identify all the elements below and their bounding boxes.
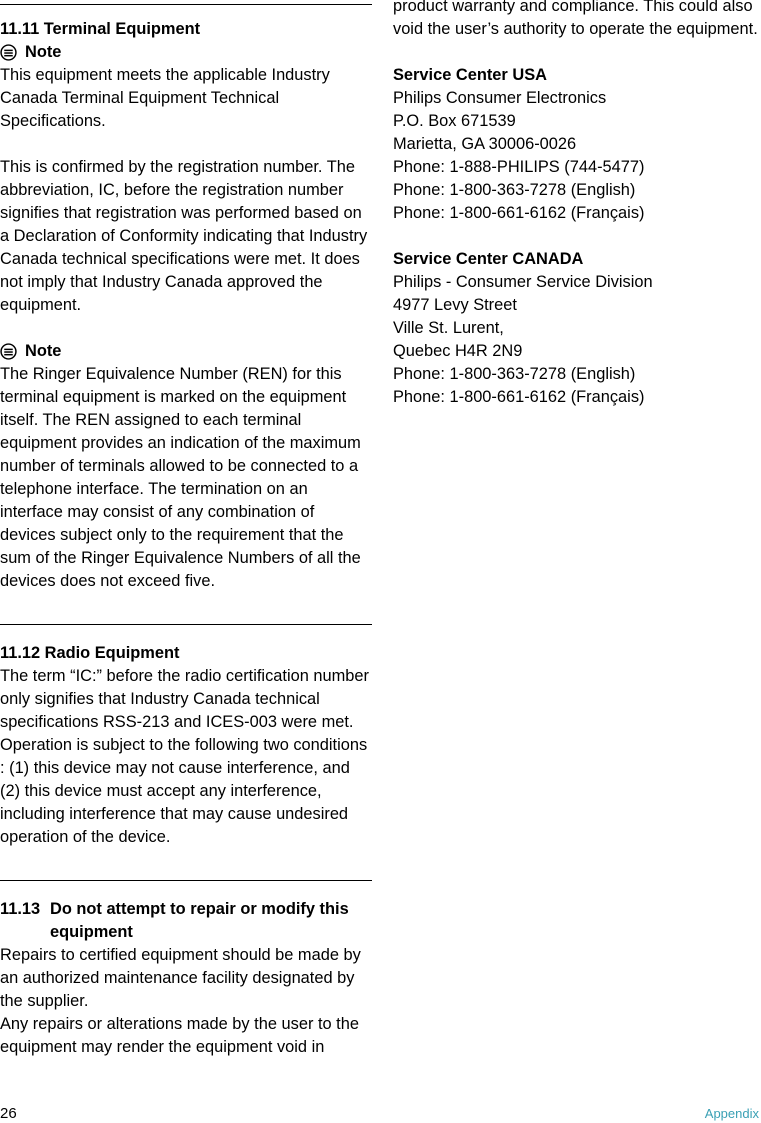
note-icon [0,44,17,61]
service-center-canada-address [393,271,761,409]
phone-line: Phone: 1-800-661-6162 (Français) [393,204,645,222]
heading-11-13 [0,898,372,944]
phone-line: Phone: 1-800-363-7278 (English) [393,181,636,199]
heading-number: 11.13 [0,900,41,918]
repair-paragraph-2: Any repairs or alterations made by the user to the equipment may render the equipment void in [0,1015,359,1056]
note-label-text: Note [25,342,62,360]
left-column [0,0,372,1059]
note1-paragraph-1: This equipment meets the applicable Industry Canada Terminal Equipment Technical Specifications. [0,66,330,130]
repair-paragraph-1: Repairs to certified equipment should be made by an authorized maintenance facility designated by the supplier. [0,946,361,1010]
heading-text: Do not attempt to repair or modify this equipment [50,900,349,941]
page-number: 26 [0,1105,17,1122]
address-line: Quebec H4R 2N9 [393,342,523,360]
address-line: Ville St. Lurent, [393,319,504,337]
address-line: Marietta, GA 30006-0026 [393,135,577,153]
address-line: P.O. Box 671539 [393,112,516,130]
phone-line: Phone: 1-800-661-6162 (Français) [393,388,645,406]
address-line: 4977 Levy Street [393,296,517,314]
address-line: Philips Consumer Electronics [393,89,607,107]
note-icon [0,343,17,360]
service-center-usa-address [393,87,761,225]
radio-equipment-paragraph: The term “IC:” before the radio certification number only signifies that Industry Canada technical specifications RSS-213 and ICES-003 were met. Operation is subject to the following two conditions : (1) this device may not cause interference, and (2) this device must accept any interference, including interference that may cause undesired operation of the device. [0,667,369,846]
note-label-text: Note [25,43,62,61]
section-divider [0,624,372,625]
note1-paragraph-2: This is confirmed by the registration number. The abbreviation, IC, before the registration number signifies that registration was performed based on a Declaration of Conformity indicating that Industry Canada technical specifications were met. It does not imply that Industry Canada approved the equipment. [0,158,368,314]
note-label [0,41,372,64]
right-column [393,0,761,409]
note2-paragraph: The Ringer Equivalence Number (REN) for this terminal equipment is marked on the equipment itself. The REN assigned to each terminal equipment provides an indication of the maximum number of terminals allowed to be connected to a telephone interface. The termination on an interface may consist of any combination of devices subject only to the requirement that the sum of the Ringer Equivalence Numbers of all the devices does not exceed five. [0,365,361,590]
section-label: Appendix [704,1106,759,1121]
phone-line: Phone: 1-800-363-7278 (English) [393,365,636,383]
section-divider [0,880,372,881]
note-label [0,340,372,363]
service-center-usa-heading: Service Center USA [393,66,547,84]
continuation-paragraph: product warranty and compliance. This could also void the user’s authority to operate the equipment. [393,0,758,38]
address-line: Philips - Consumer Service Division [393,273,653,291]
heading-11-11: 11.11 Terminal Equipment [0,20,201,38]
phone-line: Phone: 1-888-PHILIPS (744-5477) [393,158,645,176]
heading-11-12: 11.12 Radio Equipment [0,644,180,662]
section-divider [0,4,372,5]
service-center-canada-heading: Service Center CANADA [393,250,584,268]
